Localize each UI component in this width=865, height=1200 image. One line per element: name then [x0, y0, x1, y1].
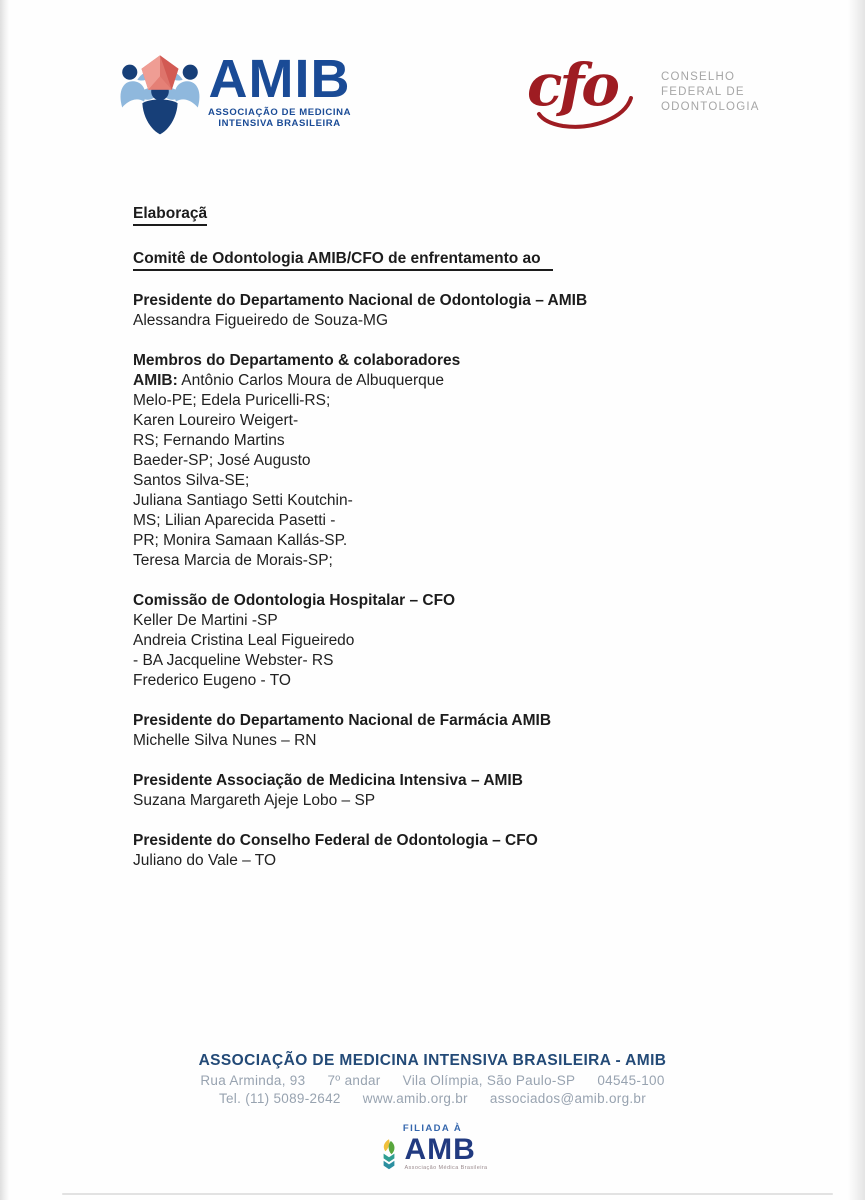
cfo-subtitle-line3: ODONTOLOGIA — [661, 101, 760, 113]
cfo-logo — [527, 51, 760, 134]
filiada-block — [0, 1123, 865, 1175]
person-line: - BA Jacqueline Webster- RS — [133, 652, 334, 669]
person-line — [133, 371, 733, 391]
footer-address — [0, 1073, 865, 1088]
amib-subtitle-line1: ASSOCIAÇÃO DE MEDICINA — [208, 107, 352, 118]
section-heading: Presidente do Conselho Federal de Odontologia – CFO — [133, 832, 538, 849]
footer-phone: Tel. (11) 5089-2642 — [218, 1091, 341, 1106]
footer-website: www.amib.org.br — [362, 1091, 468, 1106]
amib-people-icon — [116, 52, 204, 136]
document-body — [133, 204, 733, 891]
footer-email: associados@amib.org.br — [489, 1091, 647, 1106]
person-line: Teresa Marcia de Morais-SP; — [133, 552, 333, 569]
person-line: Keller De Martini -SP — [133, 612, 278, 629]
person-line: Karen Loureiro Weigert- — [133, 412, 299, 429]
section-heading: Membros do Departamento & colaboradores — [133, 352, 461, 369]
person-line: PR; Monira Samaan Kallás-SP. — [133, 532, 348, 549]
section-presidente-amib — [133, 771, 733, 811]
amib-prefix: AMIB: — [133, 372, 178, 389]
footer-district-city: Vila Olímpia, São Paulo-SP — [402, 1073, 576, 1088]
section-heading: Comissão de Odontologia Hospitalar – CFO — [133, 592, 456, 609]
person-line: Santos Silva-SE; — [133, 472, 250, 489]
section-heading: Elaboraçã — [133, 204, 207, 226]
section-heading: Presidente do Departamento Nacional de Odontologia – AMIB — [133, 292, 588, 309]
amib-subtitle-line2: INTENSIVA BRASILEIRA — [218, 118, 341, 129]
section-heading: Comitê de Odontologia AMIB/CFO de enfrentamento ao — [133, 249, 553, 271]
footer-contact — [0, 1091, 865, 1106]
cfo-swoosh-icon — [533, 96, 643, 136]
paper-edge-bottom — [62, 1193, 833, 1195]
person-line: Baeder-SP; José Augusto — [133, 452, 311, 469]
amb-wordmark: AMB — [404, 1133, 476, 1166]
section-membros — [133, 351, 733, 571]
amib-wordmark: AMIB — [208, 49, 351, 109]
person-line: Juliano do Vale – TO — [133, 852, 277, 869]
person-line: Frederico Eugeno - TO — [133, 672, 291, 689]
section-heading: Presidente do Departamento Nacional de Farmácia AMIB — [133, 712, 552, 729]
filiada-label: FILIADA À — [402, 1123, 463, 1134]
amib-logo — [116, 49, 352, 136]
person-line: Juliana Santiago Setti Koutchin- — [133, 492, 353, 509]
cfo-subtitle-line1: CONSELHO — [661, 71, 736, 83]
footer-zipcode: 04545-100 — [597, 1073, 665, 1088]
section-heading: Presidente Associação de Medicina Intensiva – AMIB — [133, 772, 523, 789]
person-line: Melo-PE; Edela Puricelli-RS; — [133, 392, 331, 409]
cfo-wordmark: cfo — [527, 51, 617, 119]
person-line: Michelle Silva Nunes – RN — [133, 732, 317, 749]
person-line: RS; Fernando Martins — [133, 432, 285, 449]
paper-edge-left — [0, 0, 9, 1200]
person-line-text: Antônio Carlos Moura de Albuquerque — [177, 372, 445, 389]
person-line: Andreia Cristina Leal Figueiredo — [133, 632, 355, 649]
header-logos — [0, 48, 865, 148]
footer-floor: 7º andar — [327, 1073, 381, 1088]
section-presidente-farmacia — [133, 711, 733, 751]
section-comissao-cfo — [133, 591, 733, 691]
amb-logo — [0, 1133, 865, 1175]
paper-edge-right — [848, 0, 865, 1200]
section-comite — [133, 249, 733, 271]
footer-street: Rua Arminda, 93 — [200, 1073, 306, 1088]
person-line: Alessandra Figueiredo de Souza-MG — [133, 312, 389, 329]
person-line: MS; Lilian Aparecida Pasetti - — [133, 512, 336, 529]
amb-subtitle: Associação Médica Brasileira — [404, 1165, 488, 1171]
cfo-subtitle-line2: FEDERAL DE — [661, 86, 745, 98]
footer-org-name: ASSOCIAÇÃO DE MEDICINA INTENSIVA BRASILEIRA - AMIB — [198, 1052, 667, 1069]
person-line: Suzana Margareth Ajeje Lobo – SP — [133, 792, 376, 809]
amb-staff-icon — [377, 1137, 401, 1175]
page-footer — [0, 1052, 865, 1175]
section-elaboracao — [133, 204, 733, 226]
section-presidente-cfo — [133, 831, 733, 871]
section-presidente-odontologia — [133, 291, 733, 331]
